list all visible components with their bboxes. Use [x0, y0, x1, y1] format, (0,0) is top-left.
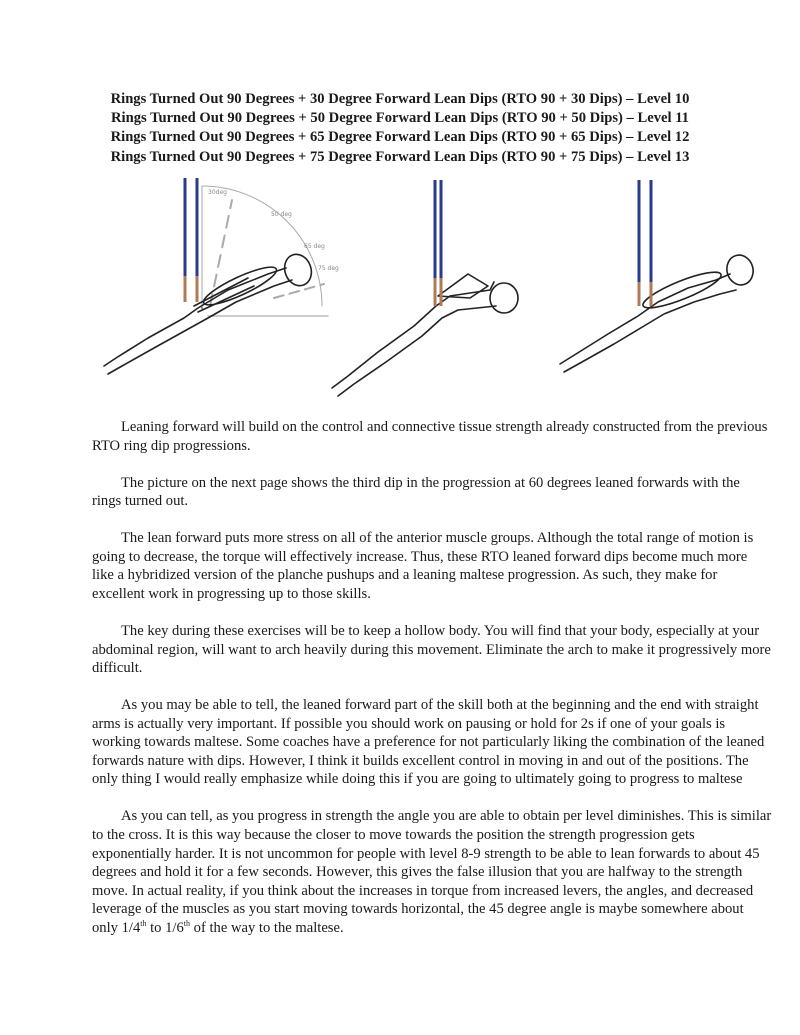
section-titles	[0, 90, 800, 167]
title-level-13: Rings Turned Out 90 Degrees + 75 Degree Forward Lean Dips (RTO 90 + 75 Dips) – Level 13	[110, 148, 690, 165]
paragraph-1: Leaning forward will build on the control and connective tissue strength already constructed from the previous RTO ring dip progressions.	[92, 419, 768, 454]
paragraph-5: As you may be able to tell, the leaned forward part of the skill both at the beginning and the end with straight arms is actually very important. If possible you should work on pausing or hold for 2s if one of your goals is working towards maltese. Some coaches have a preference for not particularly liking the combination of the leaned forwards nature with dips. However, I think it builds excellent control in moving in and out of the positions. The only thing I would really emphasize while doing this if you are going to ultimately going to progress to maltese	[92, 697, 765, 788]
title-level-11: Rings Turned Out 90 Degrees + 50 Degree Forward Lean Dips (RTO 90 + 50 Dips) – Level 11	[111, 110, 689, 127]
angle-label-75: 75 deg	[318, 265, 339, 272]
paragraph-2: The picture on the next page shows the third dip in the progression at 60 degrees leaned forwards with the rings turned out.	[92, 474, 740, 510]
superscript-th-1: th	[140, 919, 147, 929]
paragraph-6-text-c: of the way to the maltese.	[190, 920, 344, 937]
paragraph-6-text-a: As you can tell, as you progress in strength the angle you are able to obtain per level diminishes. This is similar to the cross. It is this way because the closer to move towards the position the strength progression gets exponentially harder. It is not uncommon for people with level 8-9 strength to be able to lean forwards to about 45 degrees and hold it for a few seconds. However, this gives the false illusion that you are halfway to the strength move. In actual reality, if you think about the increases in torque from increased levers, the angles, and decreased leverage of the muscles as you start moving towards horizontal, the 45 degree angle is maybe somewhere about only 1/4	[92, 808, 772, 937]
figure-1	[104, 186, 328, 374]
paragraph-4: The key during these exercises will be to keep a hollow body. You will find that your body, especially at your abdominal region, will want to arch heavily during this movement. Eliminate the arch to make it progressively more difficult.	[92, 622, 771, 677]
superscript-th-2: th	[183, 919, 191, 929]
title-level-10: Rings Turned Out 90 Degrees + 30 Degree Forward Lean Dips (RTO 90 + 30 Dips) – Level 10	[110, 91, 690, 107]
dip-figures-illustration	[98, 178, 778, 400]
figure-2	[332, 274, 518, 396]
angle-label-30: 30deg	[208, 189, 227, 196]
title-level-12: Rings Turned Out 90 Degrees + 65 Degree Forward Lean Dips (RTO 90 + 65 Dips) – Level 12	[110, 129, 690, 146]
body-text	[92, 418, 772, 956]
paragraph-3: The lean forward puts more stress on all of the anterior muscle groups. Although the total range of motion is going to decrease, the torque will effectively increase. Thus, these RTO leaned forward dips become much more like a hybridized version of the planche pushups and a leaning maltese progression. As such, they make for excellent work in progressing up to those skills.	[92, 530, 754, 602]
figures-svg	[98, 178, 778, 400]
paragraph-6-text-b: to 1/6	[146, 920, 184, 937]
figure-3	[560, 252, 756, 372]
angle-label-65: 65 deg	[304, 243, 325, 250]
angle-label-50: 50 deg	[271, 211, 292, 218]
paragraph-6	[92, 807, 772, 937]
